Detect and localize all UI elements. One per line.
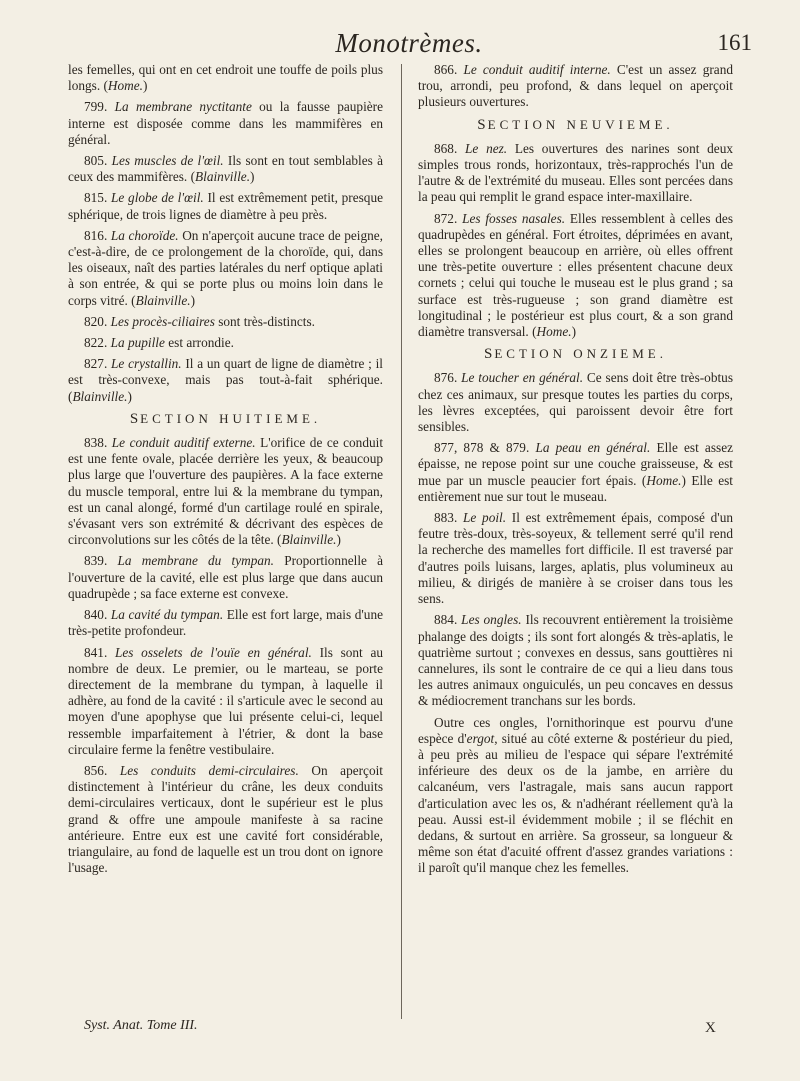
paragraph-term: Les muscles de l'œil. <box>111 153 224 169</box>
paragraph-text: On n'aperçoit aucune trace de peigne, c'est-à-dire, de ce prolongement de la choroïde, qui, dans les oiseaux, naît des parties latérales du nerf optique aplati à son entrée, & qui se porte plus ou moins loin dans le corps vitré. ( <box>68 227 384 308</box>
paragraph-877 <box>418 440 733 505</box>
citation: Home. <box>536 324 572 340</box>
paragraph-text: L'orifice de ce conduit est une fente ovale, placée derrière les yeux, & beaucoup plus large que l'ouverture des paupières. A la face externe du muscle temporal, entre lui & la membrane du tympan, est un canal alongé, formé d'un cartilage roulé en spirale, s'évasant vers son extrémité & décrivant des espèces de circonvolutions sur les côtés de la tête. ( <box>68 435 384 548</box>
paragraph-number: 820. <box>84 313 108 329</box>
paragraph-number: 822. <box>84 335 108 351</box>
paragraph-number: 866. <box>434 62 458 77</box>
paragraph-816 <box>68 228 383 309</box>
paragraph-884 <box>418 612 733 709</box>
paragraph-term: Les fosses nasales. <box>462 210 566 226</box>
running-title: Monotrèmes. <box>335 28 483 58</box>
page-number: 161 <box>717 30 752 55</box>
section-heading-text: ECTION HUITIEME. <box>140 410 322 426</box>
signature-mark: X <box>705 1020 716 1036</box>
section-heading-eighth <box>68 411 383 427</box>
paragraph-term: La membrane nyctitante <box>114 99 252 115</box>
citation: Blainville. <box>281 532 337 548</box>
paragraph-text: sont très-distincts. <box>214 313 315 329</box>
paragraph-text: Les ouvertures des narines sont deux simples trous ronds, horizontaux, très-rapprochés l'un de l'autre & de l'extrémité du museau. Elles sont percées dans la peau qui remplit le grand espace inter-maxillaire. <box>418 140 734 205</box>
paragraph-text: Il a un quart de ligne de diamètre ; il est très-convexe, mais pas tout-à-fait sphérique. ( <box>68 356 383 404</box>
paragraph-text: est arrondie. <box>164 335 234 351</box>
paragraph-text: les femelles, qui ont en cet endroit une touffe de poils plus longs. ( <box>68 62 383 94</box>
paragraph-number: 841. <box>84 644 108 660</box>
paragraph-872 <box>418 211 733 341</box>
paragraph-820 <box>68 314 383 330</box>
section-heading-text: ECTION NEUVIEME. <box>487 116 674 132</box>
paragraph-838 <box>68 435 383 548</box>
paragraph-text: ) <box>571 324 577 340</box>
section-heading-text: ECTION ONZIEME. <box>494 346 667 362</box>
paragraph-827 <box>68 356 383 405</box>
paragraph-term: Le globe de l'œil. <box>111 190 204 206</box>
paragraph-text: Elle est fort large, mais d'une très-petite profondeur. <box>68 607 383 639</box>
paragraph-term: Les conduits demi-circulaires. <box>119 762 299 778</box>
paragraph-text: Elle est assez épaisse, ne repose point sur une couche graisseuse, & est mue par un muscle peaucier fort épais. ( <box>418 440 733 488</box>
paragraph-number: 827. <box>84 356 108 372</box>
paragraph-number: 838. <box>84 435 108 451</box>
paragraph-text: Il est extrêmement épais, composé d'un feutre très-doux, très-soyeux, & tellement serré qu'il rend la recherche des mamelles fort difficile. Il est traversé par d'autres poils luisans, larges, aplatis, plus volumineux au milieu, & dirigés de manière à se croiser dans tous les sens. <box>418 510 733 607</box>
paragraph-term: La cavité du tympan. <box>110 607 224 623</box>
paragraph-number: 839. <box>84 553 108 569</box>
paragraph-term: Le toucher en général. <box>461 370 584 386</box>
paragraph-856 <box>68 763 383 876</box>
paragraph-805 <box>68 153 383 185</box>
column-divider <box>401 64 402 1019</box>
paragraph-text: Elles ressemblent à celles des quadrupèdes en général. Fort étroites, déprimées en avant, elles se prolongent beaucoup en arrière, où elles offrent une très-petite ouverture : elles présentent chacune deux cornets ; celui qui touche le museau est le plus grand ; sa surface est très-rugueuse ; son grand diamètre est longitudinal ; le postérieur est plus court, & a son grand diamètre transversal. ( <box>418 210 733 340</box>
paragraph-term: Le conduit auditif interne. <box>463 62 611 77</box>
paragraph-number: 884. <box>434 612 458 628</box>
left-column <box>68 62 383 881</box>
paragraph-text: ) Elle est entièrement nue sur tout le museau. <box>418 472 734 504</box>
paragraph-883 <box>418 510 733 607</box>
paragraph-text: ) <box>336 532 341 548</box>
paragraph-term: Les ongles. <box>461 612 522 628</box>
paragraph-term: La pupille <box>110 335 165 351</box>
paragraph-term: Le crystallin. <box>111 356 182 372</box>
paragraph-822 <box>68 335 383 351</box>
right-column <box>418 62 733 882</box>
paragraph-866 <box>418 62 733 111</box>
paragraph-text: Ils sont en tout semblables à ceux des mammifères. ( <box>68 153 383 185</box>
paragraph-number: 877, 878 & 879. <box>434 440 530 456</box>
paragraph-number: 872. <box>434 210 458 226</box>
citation: Blainville. <box>195 169 251 185</box>
paragraph-intro <box>68 62 383 94</box>
paragraph-ergot <box>418 715 733 877</box>
paragraph-term: Le poil. <box>463 510 507 526</box>
paragraph-876 <box>418 370 733 435</box>
paragraph-number: 799. <box>84 99 108 115</box>
paragraph-term: Les osselets de l'ouïe en général. <box>115 644 312 660</box>
paragraph-term: La membrane du tympan. <box>117 553 274 569</box>
paragraph-text: ) <box>190 292 196 308</box>
paragraph-799 <box>68 99 383 148</box>
paragraph-text: Outre ces ongles, l'ornithorinque est pourvu d'une espèce d' <box>418 714 733 746</box>
paragraph-number: 876. <box>434 370 458 386</box>
paragraph-text: Ils recouvrent entièrement la troisième phalange des doigts ; ils sont fort alongés & très-aplatis, le quatrième surtout ; convexes en dessus, sans gouttières ni cannelures, ils sont le contraire de ce qui a lieu dans tous les autres animaux onguiculés, un peu concaves en dessus & médiocrement tranchans sur les bords. <box>418 612 733 709</box>
paragraph-term: La peau en général. <box>535 440 651 456</box>
paragraph-number: 868. <box>434 140 458 156</box>
citation: Home. <box>107 78 143 94</box>
section-heading-capital: S <box>484 346 495 363</box>
paragraph-term: Le conduit auditif externe. <box>111 435 256 451</box>
paragraph-text: C'est un assez grand trou, arrondi, peu profond, & dans lequel on aperçoit plusieurs ouvertures. <box>418 62 733 110</box>
paragraph-text: Ce sens doit être très-obtus chez ces animaux, sur presque toutes les parties du corps, les lèvres exceptées, qui paroissent devoir être fort sensibles. <box>418 370 733 435</box>
paragraph-text: ) <box>127 388 132 404</box>
paragraph-text: ) <box>250 169 255 185</box>
paragraph-text: Ils sont au nombre de deux. Le premier, ou le marteau, se porte directement de la membrane du tympan, à laquelle il adhère, au fond de la cavité : il s'articule avec le second au moyen d'une apophyse que lui présente celui-ci, lequel ressemble imparfaitement à l'étrier, & dont la base circulaire ferme la fenêtre vestibulaire. <box>68 644 383 757</box>
paragraph-number: 816. <box>84 227 108 243</box>
paragraph-text: , situé au côté externe & postérieur du pied, à peu près au milieu de l'espace qui sépare l'extrémité inférieure des deux os de la jambe, en arrière du calcanéum, vers l'astragale, mais sans aucun rapport d'articulation avec les os, & n'adhérant réellement qu'à la peau. Aussi est-il évidemment mobile ; il se fléchit en dedans, & surtout en arrière. Sa grosseur, sa longueur & même son état d'acuité offrent d'assez grandes variations : il paroît qu'il manque chez les femelles. <box>418 730 733 876</box>
paragraph-number: 840. <box>84 607 108 623</box>
paragraph-text: ou la fausse paupière interne est disposée comme dans les mammifères en général. <box>68 99 384 147</box>
citation: Blainville. <box>72 388 128 404</box>
citation: Home. <box>646 472 682 488</box>
paragraph-number: 815. <box>84 190 108 206</box>
paragraph-text: Proportionnelle à l'ouverture de la cavité, elle est plus large que dans aucun quadrupède ; sa face externe est convexe. <box>68 553 384 601</box>
paragraph-text: On aperçoit distinctement à l'intérieur du crâne, les deux conduits demi-circulaires verticaux, dont le supérieur est le plus grand & offre une ampoule manifeste à sa racine antérieure. Entre eux est une cavité fort considérable, triangulaire, au fond de laquelle est un trou dont on ignore l'usage. <box>68 762 383 876</box>
paragraph-term: Les procès-ciliaires <box>110 313 215 329</box>
paragraph-841 <box>68 645 383 758</box>
paragraph-term: Le nez. <box>465 140 508 156</box>
paragraph-number: 883. <box>434 510 458 526</box>
paragraph-number: 805. <box>84 153 108 169</box>
section-heading-capital: S <box>477 116 488 133</box>
paragraph-839 <box>68 553 383 602</box>
paragraph-868 <box>418 141 733 206</box>
citation: Blainville. <box>135 292 191 308</box>
paragraph-text: Il est extrêmement petit, presque sphérique, de trois lignes de diamètre à peu près. <box>68 190 384 222</box>
paragraph-text: ) <box>143 78 148 94</box>
paragraph-number: 856. <box>84 762 108 778</box>
paragraph-815 <box>68 190 383 222</box>
signature-line: Syst. Anat. Tome III. <box>84 1018 198 1033</box>
paragraph-840 <box>68 607 383 639</box>
paragraph-term: ergot <box>466 730 495 746</box>
paragraph-term: La choroïde. <box>110 227 179 243</box>
section-heading-capital: S <box>129 410 141 427</box>
section-heading-eleventh <box>418 346 733 362</box>
page-header <box>64 20 754 60</box>
section-heading-ninth <box>418 117 733 133</box>
